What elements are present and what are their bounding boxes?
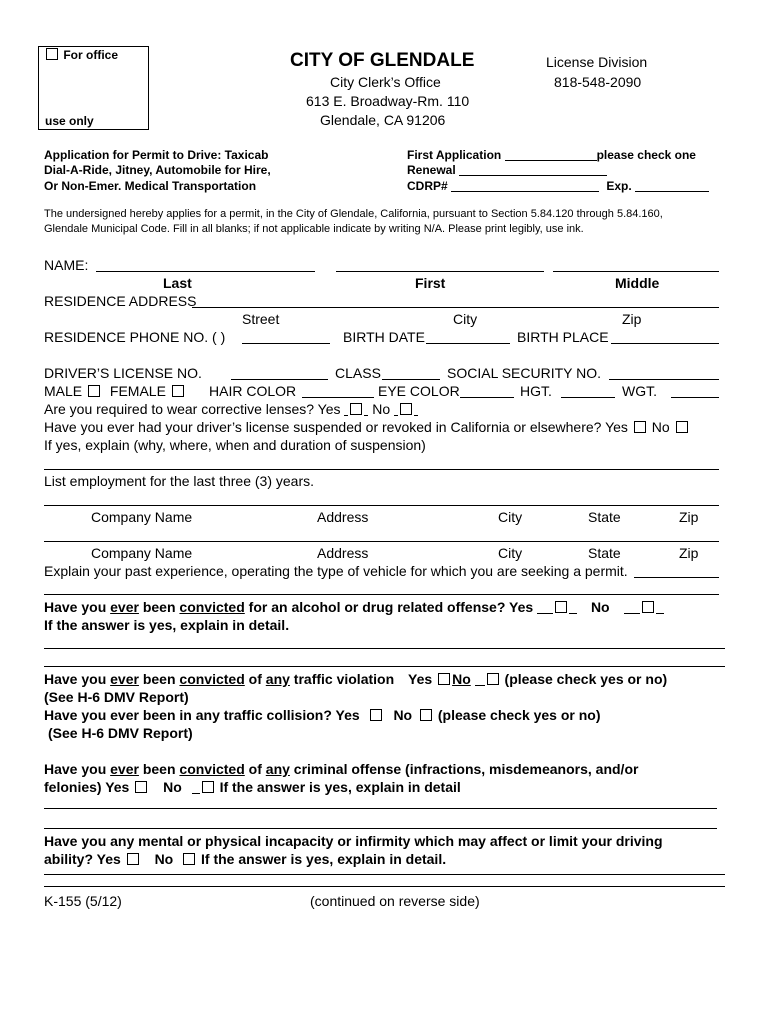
residence-phone-label: RESIDENCE PHONE NO. ( ) [44, 329, 226, 345]
q5-ability-row: ability? Yes No If the answer is yes, explain in detail. [44, 851, 447, 867]
application-line2: Dial-A-Ride, Jitney, Automobile for Hire, [44, 163, 271, 177]
hgt-label: HGT. [520, 383, 552, 399]
experience-field[interactable] [634, 577, 719, 578]
state-caption-1: State [588, 509, 621, 525]
ssn-label: SOCIAL SECURITY NO. [447, 365, 602, 381]
footer-divider [44, 886, 725, 887]
class-field[interactable] [382, 379, 440, 380]
q1-yes-checkbox[interactable] [555, 601, 567, 613]
explain-suspension-label: If yes, explain (why, where, when and duration of suspension) [44, 437, 426, 453]
application-line3: Or Non-Emer. Medical Transportation [44, 179, 257, 193]
q2-yes-checkbox[interactable] [438, 673, 450, 685]
cdrp-blank[interactable] [451, 179, 599, 192]
city-caption: City [453, 311, 478, 327]
drivers-license-label: DRIVER’S LICENSE NO. [44, 365, 202, 381]
class-label: CLASS [335, 365, 381, 381]
female-checkbox[interactable] [172, 385, 184, 397]
q3-collision-row: Have you ever been in any traffic collision? Yes No (please check yes or no) [44, 707, 601, 723]
q3-dmv-note: (See H-6 DMV Report) [48, 725, 193, 741]
address-line1: 613 E. Broadway-Rm. 110 [306, 93, 470, 109]
q1-explain-field-2[interactable] [44, 666, 725, 667]
q4-no-checkbox[interactable] [202, 781, 214, 793]
q4-yes-checkbox[interactable] [135, 781, 147, 793]
q4-felonies-row: felonies) Yes No If the answer is yes, explain in detail [44, 779, 461, 795]
office-use-label: For office [44, 48, 118, 62]
q4-criminal-row: Have you ever been convicted of any criminal offense (infractions, misdemeanors, and/or [44, 761, 639, 777]
name-last-field[interactable] [96, 271, 315, 272]
male-checkbox[interactable] [88, 385, 100, 397]
q1-alcohol-row: Have you ever been convicted for an alcohol or drug related offense? Yes No [44, 599, 664, 615]
zip-caption: Zip [622, 311, 642, 327]
lenses-row: Are you required to wear corrective lenses? Yes No [44, 401, 418, 417]
q2-dmv-note: (See H-6 DMV Report) [44, 689, 189, 705]
zip-caption-2: Zip [679, 545, 699, 561]
wgt-field[interactable] [671, 397, 719, 398]
q5-explain-field[interactable] [44, 874, 725, 875]
name-first-field[interactable] [336, 271, 544, 272]
q5-no-checkbox[interactable] [183, 853, 195, 865]
eye-color-label: EYE COLOR [378, 383, 460, 399]
cdrp-row: CDRP# Exp. [407, 179, 709, 193]
last-caption: Last [163, 275, 192, 291]
gender-row: MALE FEMALE [44, 383, 186, 399]
renewal-blank[interactable] [459, 163, 607, 176]
q3-yes-checkbox[interactable] [370, 709, 382, 721]
use-only-label: use only [45, 114, 94, 128]
birth-date-label: BIRTH DATE [343, 329, 425, 345]
lenses-yes-checkbox[interactable] [350, 403, 362, 415]
office-checkbox[interactable] [46, 48, 58, 60]
eye-color-field[interactable] [460, 397, 514, 398]
city-caption-1: City [498, 509, 523, 525]
application-line1: Application for Permit to Drive: Taxicab [44, 148, 269, 162]
suspended-row: Have you ever had your driver’s license suspended or revoked in California or elsewhere? Yes No [44, 419, 690, 435]
renewal-row: Renewal [407, 163, 607, 177]
q4-explain-field-2[interactable] [44, 828, 717, 829]
name-middle-field[interactable] [553, 271, 719, 272]
city-caption-2: City [498, 545, 523, 561]
clerk-office: City Clerk’s Office [330, 74, 441, 90]
address-caption-2: Address [317, 545, 369, 561]
exp-blank[interactable] [635, 179, 709, 192]
company-name-caption-2: Company Name [91, 545, 193, 561]
birth-place-field[interactable] [611, 343, 719, 344]
drivers-license-field[interactable] [231, 379, 328, 380]
birth-date-field[interactable] [426, 343, 510, 344]
zip-caption-1: Zip [679, 509, 699, 525]
employment-field-1[interactable] [44, 505, 719, 506]
experience-field-2[interactable] [44, 594, 719, 595]
residence-address-label: RESIDENCE ADDRESS [44, 293, 197, 309]
address-line2: Glendale, CA 91206 [320, 112, 446, 128]
address-caption-1: Address [317, 509, 369, 525]
name-label: NAME: [44, 257, 89, 273]
continued-note: (continued on reverse side) [310, 893, 480, 909]
lenses-no-checkbox[interactable] [400, 403, 412, 415]
suspension-explain-field[interactable] [44, 469, 719, 470]
q4-explain-field[interactable] [44, 808, 717, 809]
middle-caption: Middle [615, 275, 660, 291]
intro-line1: The undersigned hereby applies for a permit, in the City of Glendale, California, pursuant to Section 5.84.120 through 5.84.160, [44, 208, 663, 220]
q5-yes-checkbox[interactable] [127, 853, 139, 865]
city-title: CITY OF GLENDALE [290, 50, 475, 71]
residence-address-field[interactable] [192, 307, 719, 308]
suspended-no-checkbox[interactable] [676, 421, 688, 433]
first-application-blank[interactable] [505, 148, 597, 161]
experience-label: Explain your past experience, operating the type of vehicle for which you are seeking a permit. [44, 563, 628, 579]
form-number: K-155 (5/12) [44, 893, 122, 909]
license-division: License Division [546, 54, 648, 70]
employment-field-2[interactable] [44, 541, 719, 542]
ssn-field[interactable] [609, 379, 719, 380]
state-caption-2: State [588, 545, 621, 561]
first-caption: First [415, 275, 446, 291]
street-caption: Street [242, 311, 280, 327]
employment-title: List employment for the last three (3) years. [44, 473, 314, 489]
first-application-row: First Application please check one [407, 148, 696, 162]
wgt-label: WGT. [622, 383, 657, 399]
hair-color-field[interactable] [302, 397, 374, 398]
residence-phone-field[interactable] [242, 343, 330, 344]
q5-incapacity-label: Have you any mental or physical incapacity or infirmity which may affect or limit your driving [44, 833, 663, 849]
q3-no-checkbox[interactable] [420, 709, 432, 721]
company-name-caption-1: Company Name [91, 509, 193, 525]
intro-line2: Glendale Municipal Code. Fill in all blanks; if not applicable indicate by writing N/A. Please print legibly, use ink. [44, 223, 584, 235]
hair-color-label: HAIR COLOR [209, 383, 297, 399]
birth-place-label: BIRTH PLACE [517, 329, 609, 345]
division-phone: 818-548-2090 [554, 74, 642, 90]
q2-traffic-row: Have you ever been convicted of any traffic violation Yes No (please check yes or no) [44, 671, 668, 687]
hgt-field[interactable] [561, 397, 615, 398]
q1-explain-label: If the answer is yes, explain in detail. [44, 617, 290, 633]
suspended-yes-checkbox[interactable] [634, 421, 646, 433]
q1-explain-field[interactable] [44, 648, 725, 649]
q1-no-checkbox[interactable] [642, 601, 654, 613]
q2-no-checkbox[interactable] [487, 673, 499, 685]
